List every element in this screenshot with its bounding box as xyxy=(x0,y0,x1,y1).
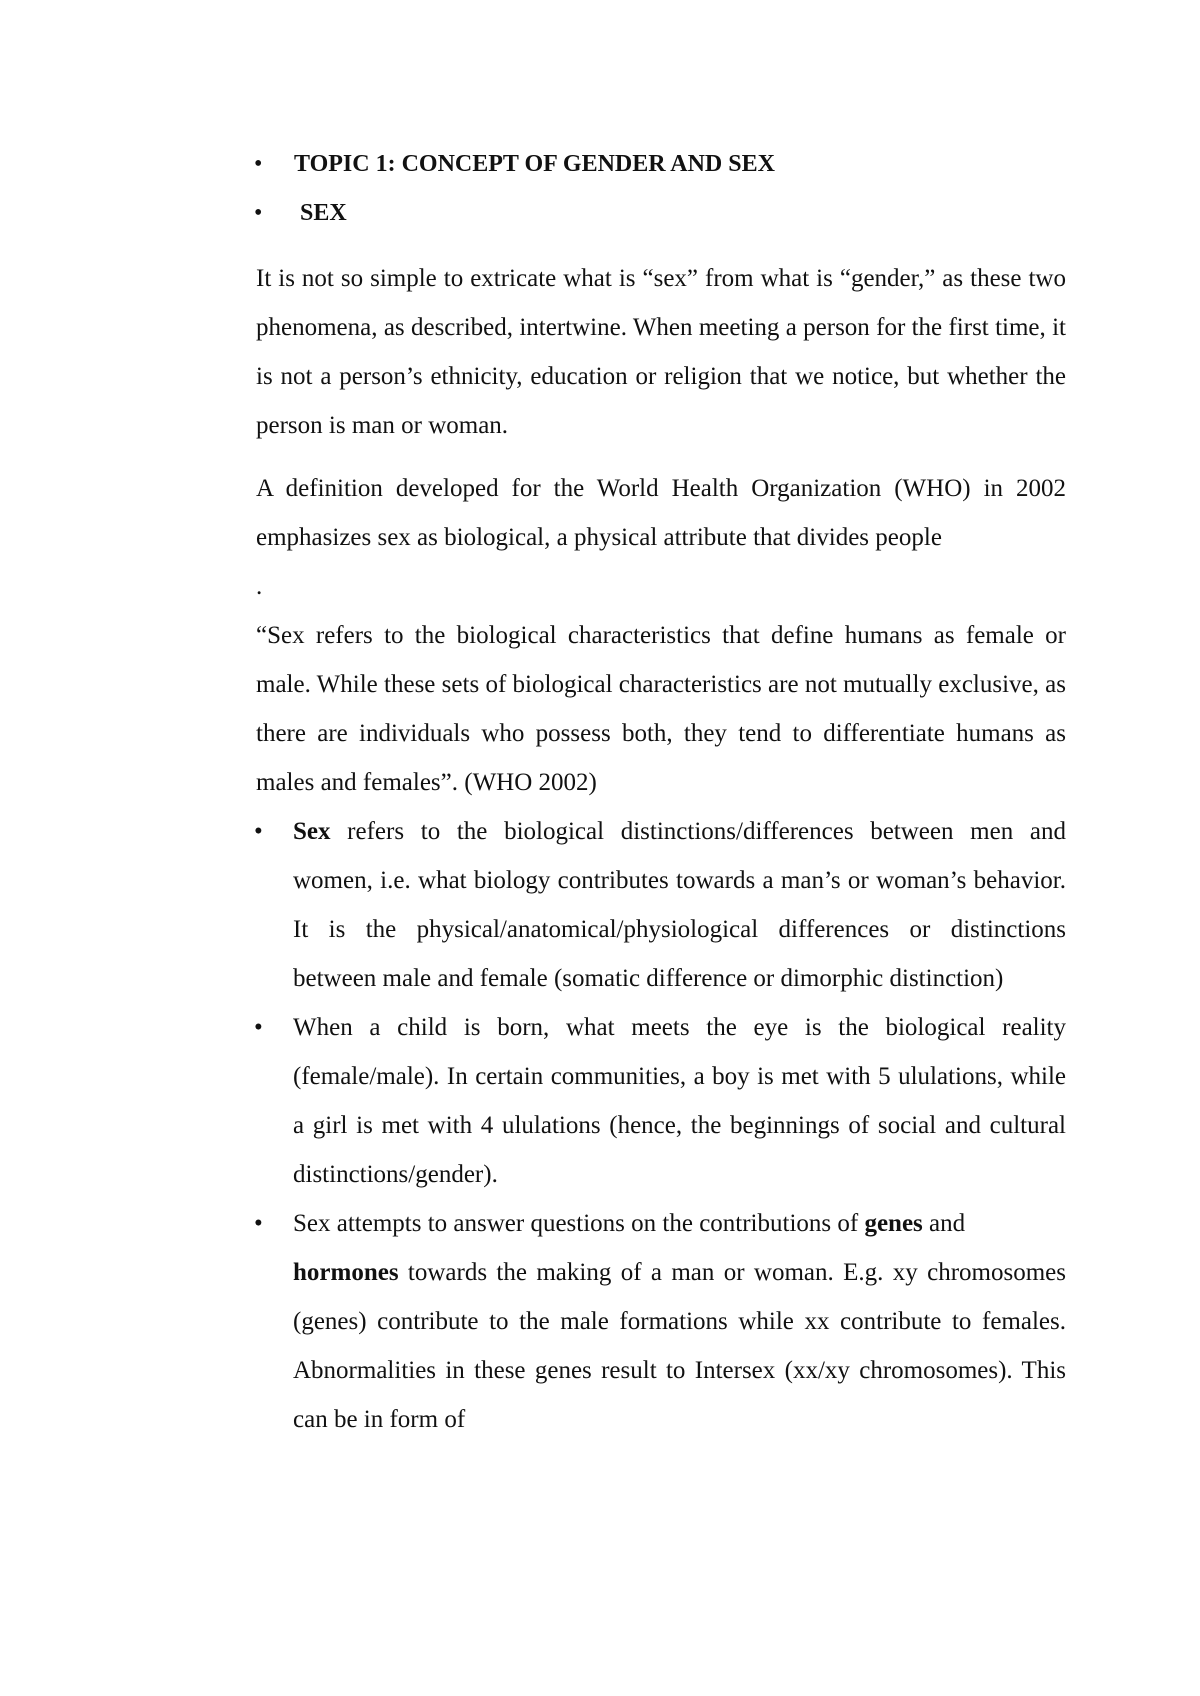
bold-term: genes xyxy=(864,1210,923,1237)
topic-heading xyxy=(256,140,1066,189)
bullet-icon: • xyxy=(254,1014,263,1041)
bullet-list xyxy=(256,807,1066,1444)
bold-term: Sex xyxy=(293,818,331,845)
list-item xyxy=(256,1199,1066,1444)
bullet-icon: • xyxy=(254,200,263,226)
who-definition-paragraph: A definition developed for the World Health Organization (WHO) in 2002 emphasizes sex as biological, a physical attribute that divides people xyxy=(256,475,1066,551)
who-quote-paragraph: “Sex refers to the biological characteristics that define humans as female or male. While these sets of biological characteristics are not mutually exclusive, as there are individuals who possess both, they tend to differentiate humans as males and females”. (WHO 2002) xyxy=(256,622,1066,796)
list-item-text: Sex attempts to answer questions on the contributions of xyxy=(293,1210,865,1237)
bullet-icon: • xyxy=(254,1210,263,1237)
list-item xyxy=(256,807,1066,1003)
topic-heading-text: TOPIC 1: CONCEPT OF GENDER AND SEX xyxy=(294,151,775,177)
list-item-text: refers to the biological distinctions/differences between men and women, i.e. what biology contributes towards a man’s or woman’s behavior. It is the physical/anatomical/physiological differences or distinctions between male and female (somatic difference or dimorphic distinction) xyxy=(293,818,1066,992)
document-body xyxy=(256,140,1066,1444)
stray-period: . xyxy=(256,573,263,600)
list-item-text: and xyxy=(922,1210,966,1237)
list-item xyxy=(256,1003,1066,1199)
list-item-text: towards the making of a man or woman. E.g. xy chromosomes (genes) contribute to the male formations while xx contribute to females. Abnormalities in these genes result to Intersex (xx/xy chromosomes). This can be in form of xyxy=(293,1259,1066,1433)
heading-list xyxy=(256,140,1066,238)
bullet-icon: • xyxy=(254,818,263,845)
bullet-icon: • xyxy=(254,151,263,177)
bold-term: hormones xyxy=(293,1259,399,1286)
list-item-text: When a child is born, what meets the eye is the biological reality (female/male). In certain communities, a boy is met with 5 ululations, while a girl is met with 4 ululations (hence, the beginnings of social and cultural distinctions/gender). xyxy=(293,1014,1066,1188)
intro-paragraph: It is not so simple to extricate what is “sex” from what is “gender,” as these two phenomena, as described, intertwine. When meeting a person for the first time, it is not a person’s ethnicity, education or religion that we notice, but whether the person is man or woman. xyxy=(256,265,1066,439)
sex-heading-text: SEX xyxy=(300,200,347,226)
sex-heading xyxy=(256,189,1066,238)
